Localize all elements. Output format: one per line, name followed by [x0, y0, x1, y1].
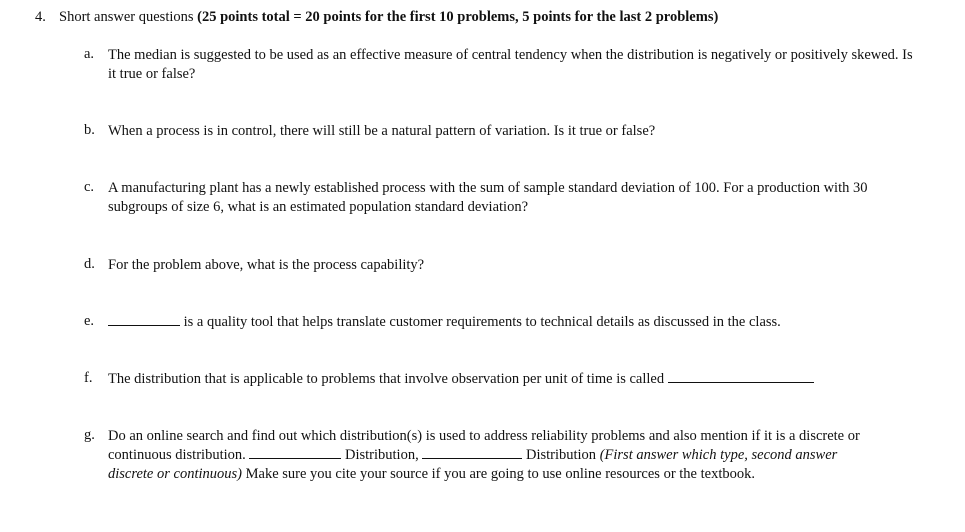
item-text: Distribution: [525, 447, 597, 463]
item-g: [84, 427, 884, 484]
item-text: is a quality tool that helps translate customer requirements to technical details as discussed in the class.: [183, 314, 781, 330]
item-text: The median is suggested to be used as an effective measure of central tendency when the distribution is negatively or positively skewed. Is it true or false?: [108, 47, 913, 82]
item-letter: a.: [84, 46, 95, 62]
item-note: (First answer which type, second answer discrete or continuous): [108, 447, 838, 482]
answer-blank[interactable]: [668, 370, 814, 383]
answer-blank-kind[interactable]: [422, 446, 522, 459]
item-d: [84, 256, 914, 275]
item-body: [108, 370, 914, 389]
item-text: For the problem above, what is the process capability?: [108, 257, 425, 273]
item-text: Make sure you cite your source if you are going to use online resources or the textbook.: [245, 466, 755, 482]
item-f: [84, 370, 914, 389]
item-a: [84, 46, 914, 84]
question-points: (25 points total = 20 points for the first 10 problems, 5 points for the last 2 problems): [197, 9, 719, 25]
item-letter: c.: [84, 179, 95, 195]
item-letter: f.: [84, 370, 93, 386]
item-body: [108, 427, 884, 484]
item-b: [84, 122, 914, 141]
item-c: [84, 179, 904, 217]
item-letter: g.: [84, 427, 95, 443]
item-letter: b.: [84, 122, 95, 138]
item-text: Do an online search and find out which distribution(s) is used to address reliability problems and also mention if it is a discrete or continuous distribution.: [108, 428, 860, 463]
answer-blank-type[interactable]: [249, 446, 341, 459]
answer-blank[interactable]: [108, 313, 180, 326]
item-body: [108, 313, 914, 332]
item-letter: e.: [84, 313, 95, 329]
item-e: [84, 313, 914, 332]
question-number: 4.: [35, 9, 46, 25]
item-text: The distribution that is applicable to problems that involve observation per unit of time is called: [108, 371, 665, 387]
item-text: A manufacturing plant has a newly established process with the sum of sample standard deviation of 100. For a production with 30 subgroups of size 6, what is an estimated population standard deviation?: [108, 180, 868, 215]
item-text: Distribution,: [345, 447, 419, 463]
question-header: [35, 9, 718, 26]
item-text: When a process is in control, there will still be a natural pattern of variation. Is it true or false?: [108, 123, 656, 139]
item-letter: d.: [84, 256, 95, 272]
question-label: Short answer questions: [59, 9, 194, 25]
